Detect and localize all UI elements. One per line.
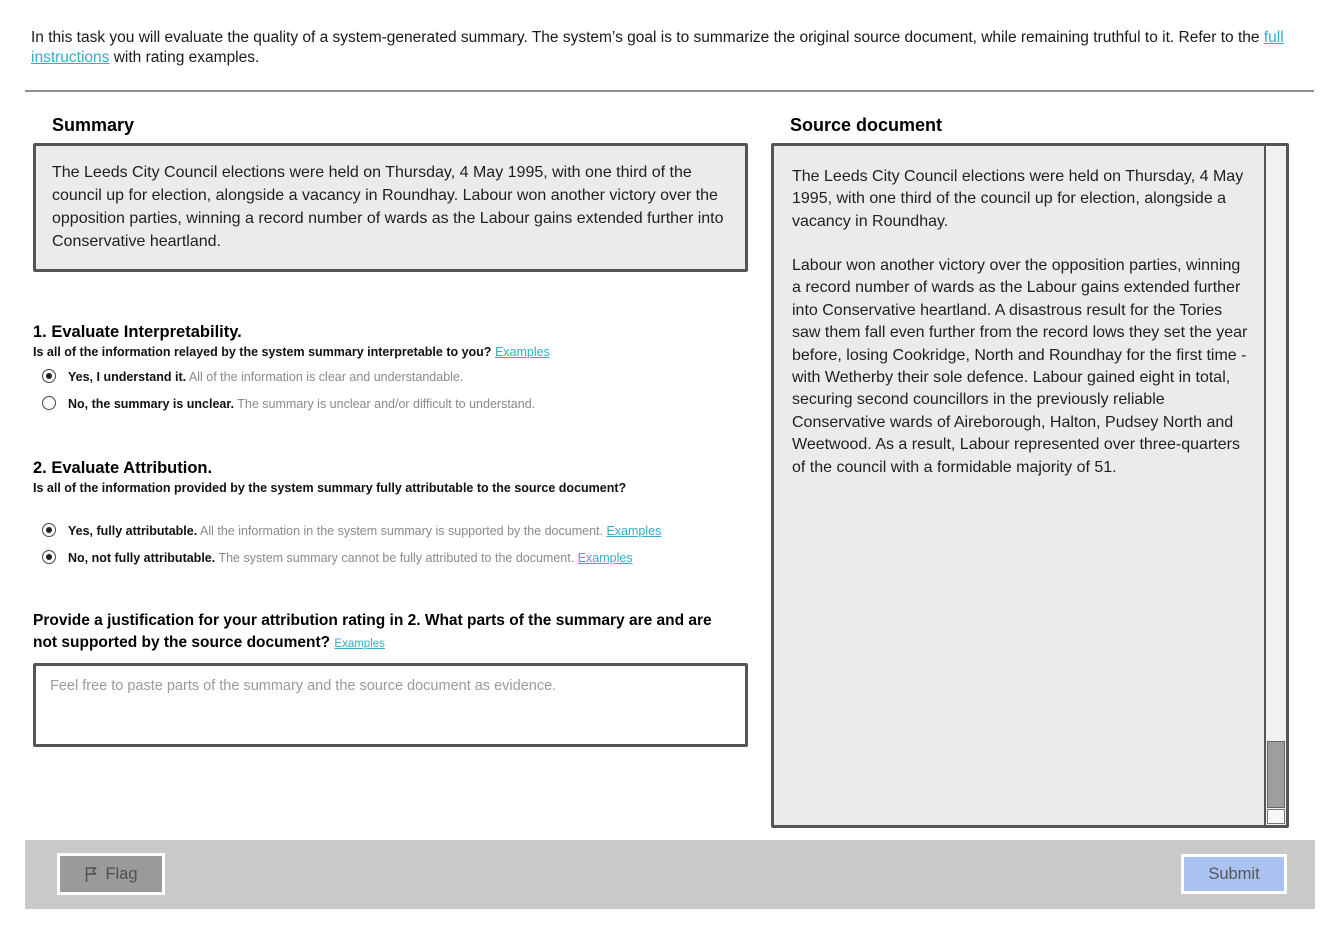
question-2-options — [33, 523, 748, 567]
justification-heading: Provide a justification for your attribution rating in 2. What parts of the summary are and are not supported by the source document? Examples — [33, 612, 712, 652]
question-1-heading: 1. Evaluate Interpretability. — [33, 322, 242, 341]
evaluation-column — [33, 92, 748, 747]
submit-button[interactable] — [1181, 854, 1287, 894]
radio-button[interactable] — [42, 369, 56, 383]
option-label: No, the summary is unclear. — [68, 396, 235, 411]
source-scrollbar-thumb[interactable] — [1267, 741, 1285, 808]
justification-section — [33, 610, 748, 747]
radio-option-summary-unclear[interactable] — [33, 396, 748, 413]
question-interpretability — [33, 323, 748, 413]
radio-button[interactable] — [42, 523, 56, 537]
option-description: All of the information is clear and understandable. — [188, 369, 464, 384]
option-label: No, not fully attributable. — [68, 551, 216, 566]
option-description: The system summary cannot be fully attributed to the document. — [218, 551, 578, 566]
flag-button[interactable] — [57, 853, 165, 895]
option-examples-link[interactable]: Examples — [577, 551, 633, 566]
task-instructions — [31, 28, 1310, 69]
instructions-text-after: with rating examples. — [109, 49, 260, 67]
option-examples-link[interactable]: Examples — [606, 524, 662, 539]
radio-button[interactable] — [42, 550, 56, 564]
justification-input[interactable] — [33, 663, 748, 747]
source-paragraph: Labour won another victory over the opposition parties, winning a record number of wards as the Labour gains extended further into Conservative heartland. A disastrous result for the Tories saw them fall even further from the record lows they set the year before, losing Cookridge, North and Roundhay for the first time - with Wetherby their sole defence. Labour gained eight in total, securing second councillors in the previously reliable Conservative wards of Aireborough, Halton, Pudsey North and Weetwood. As a result, Labour represented over three-quarters of the council with a formidable majority of 51. — [792, 257, 1248, 476]
submit-button-label: Submit — [1208, 864, 1260, 883]
source-scrollbar-track[interactable] — [1264, 146, 1286, 825]
source-document-title: Source document — [790, 114, 943, 135]
question-1-options — [33, 369, 748, 413]
radio-option-not-fully-attributable[interactable] — [33, 550, 748, 567]
main-content — [0, 92, 1340, 828]
source-paragraph: The Leeds City Council elections were held on Thursday, 4 May 1995, with one third of the council up for election, alongside a vacancy in Roundhay. — [792, 167, 1244, 230]
question-2-heading: 2. Evaluate Attribution. — [33, 459, 213, 478]
footer-bar — [25, 840, 1315, 909]
summary-box: The Leeds City Council elections were held on Thursday, 4 May 1995, with one third of the council up for election, alongside a vacancy in Roundhay. Labour won another victory over the opposition parties, winning a record number of wards as the Labour gains extended further into Conservative heartland. — [33, 143, 748, 272]
radio-button[interactable] — [42, 396, 56, 410]
radio-option-yes-understand[interactable] — [33, 369, 748, 386]
question-1-subquestion: Is all of the information relayed by the system summary interpretable to you? Examples — [33, 344, 550, 359]
flag-button-label: Flag — [105, 864, 138, 883]
radio-option-fully-attributable[interactable] — [33, 523, 748, 540]
option-description: All the information in the system summary is supported by the document. — [200, 524, 607, 539]
source-document-panel — [771, 143, 1289, 828]
flag-icon — [84, 866, 98, 883]
source-scrollbar-end-cap — [1267, 809, 1285, 824]
question-attribution — [33, 459, 748, 567]
instructions-text-before: In this task you will evaluate the quality of a system-generated summary. The system’s goal is to summarize the original source document, while remaining truthful to it. Refer to the — [31, 29, 1264, 46]
full-instructions-link[interactable]: full instructions — [31, 29, 1284, 67]
question-1-examples-link[interactable]: Examples — [494, 344, 550, 359]
source-column — [771, 92, 1289, 828]
source-document-text — [774, 146, 1264, 825]
option-label: Yes, fully attributable. — [68, 524, 198, 539]
question-2-subquestion: Is all of the information provided by the system summary fully attributable to the source document? — [33, 481, 627, 496]
summary-title: Summary — [52, 114, 135, 135]
justification-examples-link[interactable]: Examples — [334, 638, 385, 651]
option-label: Yes, I understand it. — [68, 369, 187, 384]
option-description: The summary is unclear and/or difficult to understand. — [237, 396, 536, 411]
